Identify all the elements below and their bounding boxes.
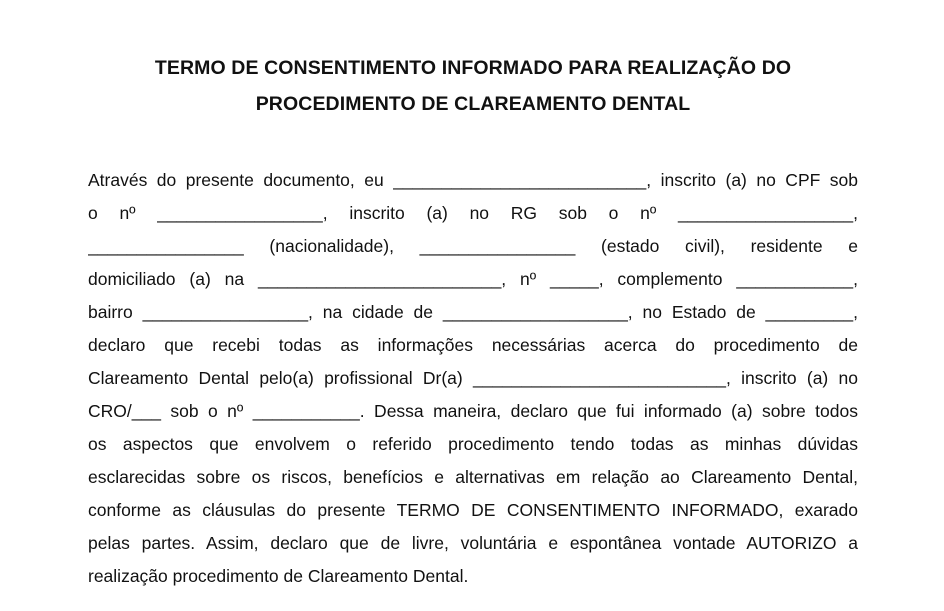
consent-paragraph [88,164,858,593]
paragraph-line: pelas partes. Assim, declaro que de livre, voluntária e espontânea vontade AUTORIZO a [88,533,858,553]
paragraph-line: Através do presente documento, eu __________________________, inscrito (a) no CPF sob [88,170,858,190]
paragraph-line: Clareamento Dental pelo(a) profissional Dr(a) __________________________, inscrito (a) no [88,368,858,388]
paragraph-line: realização procedimento de Clareamento Dental. [88,566,469,586]
title-line-1: TERMO DE CONSENTIMENTO INFORMADO PARA REALIZAÇÃO DO [154,57,792,79]
title-line-2: PROCEDIMENTO DE CLAREAMENTO DENTAL [255,93,691,115]
paragraph-line: conforme as cláusulas do presente TERMO DE CONSENTIMENTO INFORMADO, exarado [88,500,858,520]
paragraph-line: esclarecidas sobre os riscos, benefícios e alternativas em relação ao Clareamento Dental, [88,467,858,487]
paragraph-line: CRO/___ sob o nº ___________. Dessa maneira, declaro que fui informado (a) sobre todos [88,401,858,421]
paragraph-line: ________________ (nacionalidade), ________________ (estado civil), residente e [88,236,858,256]
paragraph-line: o nº _________________, inscrito (a) no RG sob o nº __________________, [88,203,858,223]
paragraph-line: domiciliado (a) na _________________________, nº _____, complemento ____________, [88,269,858,289]
document-page [88,50,858,593]
document-title [88,50,858,122]
paragraph-line: declaro que recebi todas as informações necessárias acerca do procedimento de [88,335,858,355]
paragraph-line: os aspectos que envolvem o referido procedimento tendo todas as minhas dúvidas [88,434,858,454]
paragraph-line: bairro _________________, na cidade de ___________________, no Estado de _________, [88,302,858,322]
